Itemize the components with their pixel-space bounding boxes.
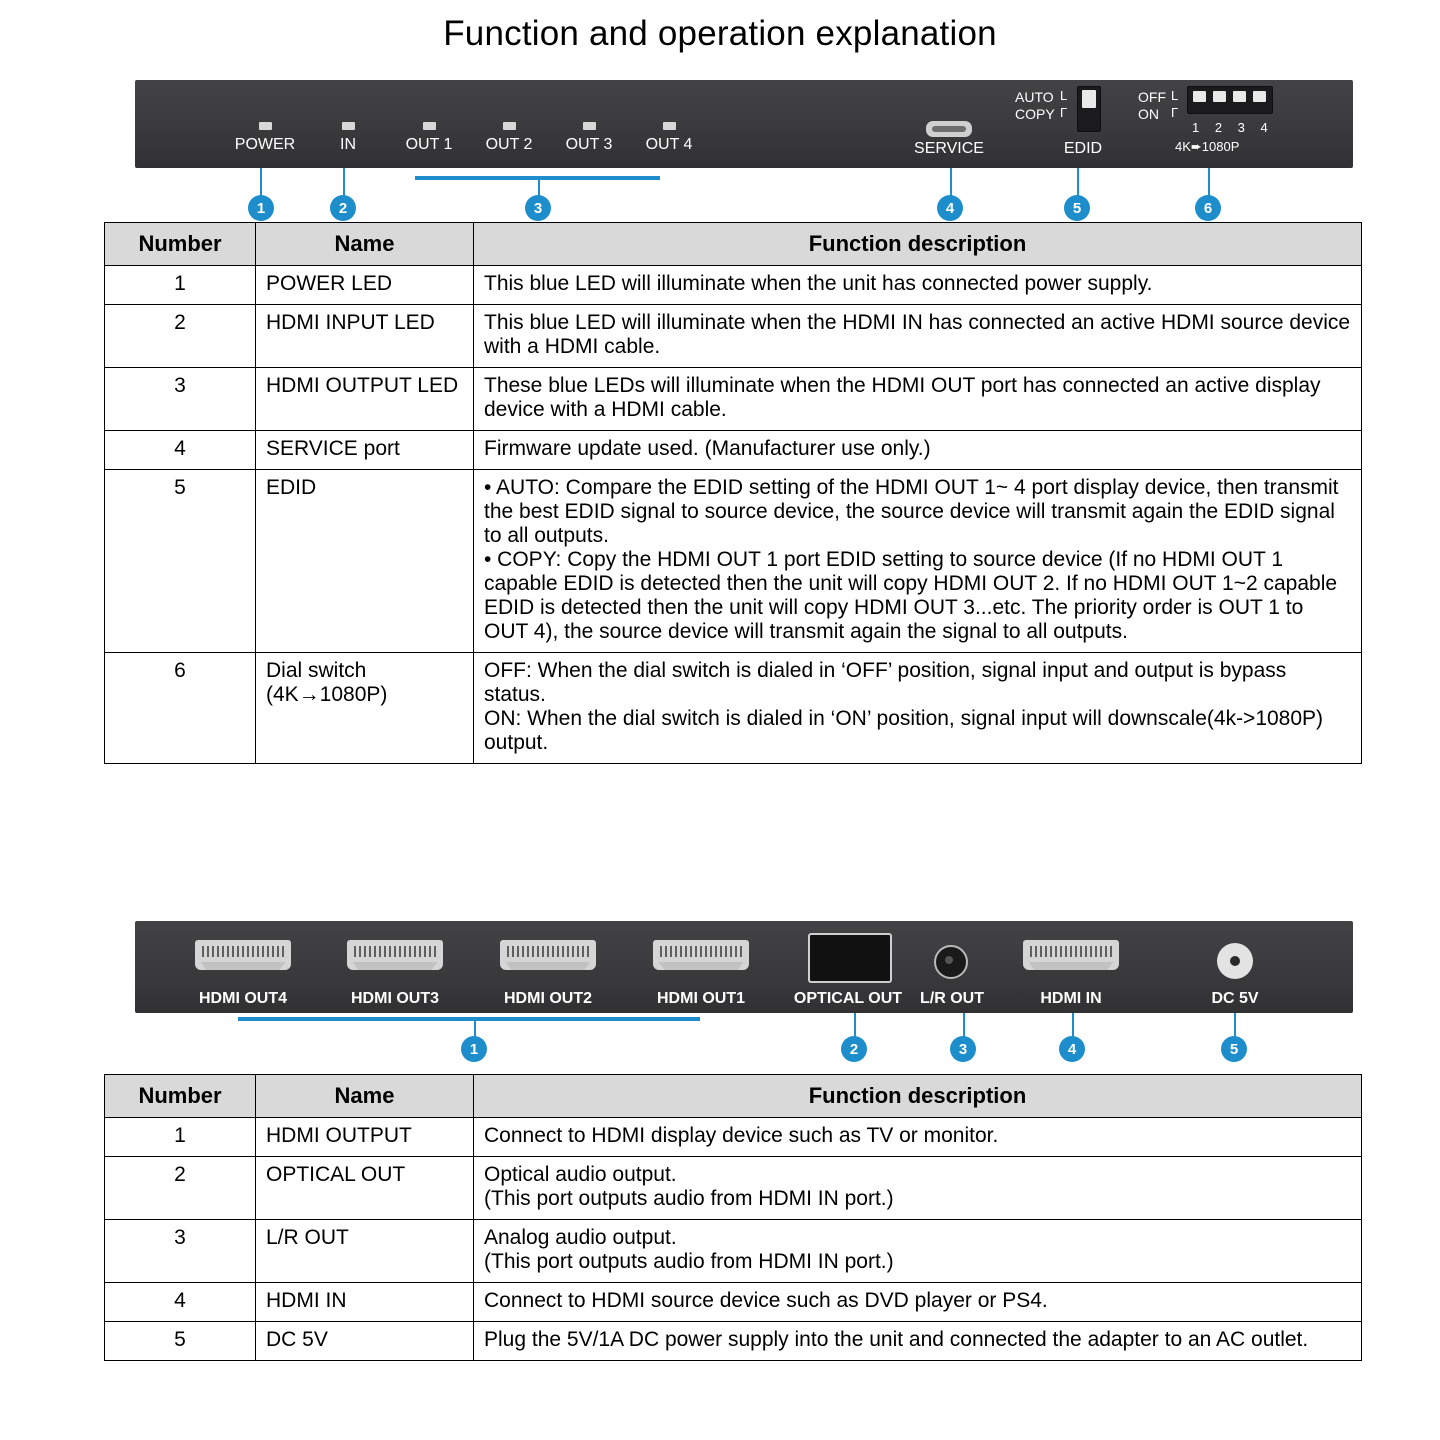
cell-description: [474, 266, 1362, 305]
desc-line: • AUTO: Compare the EDID setting of the HDMI OUT 1~ 4 port display device, then transmit the best EDID signal to source device, the source device will transmit again the EDID signal to all outputs.: [484, 476, 1339, 547]
col-header-number: Number: [105, 223, 256, 266]
led-out4-indicator: [663, 122, 676, 130]
port-label-optical-out: OPTICAL OUT: [793, 990, 903, 1007]
table-row: [105, 1283, 1362, 1322]
led-out2-indicator: [503, 122, 516, 130]
hdmi-out4-port: [195, 940, 291, 970]
callout-back-3: 3: [950, 1036, 976, 1062]
callout-front-6: 6: [1195, 195, 1221, 221]
dial-label-off: OFF: [1138, 89, 1166, 105]
callout-front-3: 3: [525, 195, 551, 221]
callout-front-4: 4: [937, 195, 963, 221]
edid-toggle-switch[interactable]: [1077, 86, 1101, 132]
dial-mark-on: Γ: [1171, 105, 1179, 120]
cell-description: [474, 653, 1362, 764]
edid-mark-top: L: [1060, 88, 1068, 103]
dial-mark-off: L: [1171, 88, 1179, 103]
led-label-in: IN: [340, 136, 356, 153]
cell-name: EDID: [256, 470, 474, 653]
cell-name: HDMI OUTPUT LED: [256, 368, 474, 431]
cell-number: 6: [105, 653, 256, 764]
col-header-description: Function description: [474, 1075, 1362, 1118]
desc-line: Connect to HDMI display device such as TV or monitor.: [484, 1124, 999, 1147]
cell-description: [474, 431, 1362, 470]
led-label-out4: OUT 4: [645, 136, 693, 153]
dip-switch-1[interactable]: [1193, 91, 1206, 102]
hdmi-out1-port: [653, 940, 749, 970]
cell-number: 5: [105, 470, 256, 653]
desc-line: Connect to HDMI source device such as DVD player or PS4.: [484, 1289, 1048, 1312]
callout-lead-4: [950, 168, 952, 198]
callout-lead-6: [1208, 168, 1210, 198]
hdmi-in-port: [1023, 940, 1119, 970]
port-label-dc-5v: DC 5V: [1211, 990, 1259, 1007]
control-label-edid: EDID: [1063, 140, 1103, 157]
table-row: [105, 1220, 1362, 1283]
cell-name: HDMI OUTPUT: [256, 1118, 474, 1157]
cell-number: 2: [105, 1157, 256, 1220]
cell-name: HDMI INPUT LED: [256, 305, 474, 368]
callout-back-2: 2: [841, 1036, 867, 1062]
table-row: [105, 368, 1362, 431]
port-label-hdmi-out4: HDMI OUT4: [199, 990, 287, 1007]
led-power-indicator: [259, 122, 272, 130]
service-usb-port: [926, 121, 972, 137]
desc-line: This blue LED will illuminate when the HDMI IN has connected an active HDMI source device with a HDMI cable.: [484, 311, 1351, 358]
cell-description: [474, 1322, 1362, 1361]
desc-line: ON: When the dial switch is dialed in ‘ON’ position, signal input will downscale(4k->1080P) output.: [484, 707, 1324, 754]
cell-number: 1: [105, 1118, 256, 1157]
desc-line: • COPY: Copy the HDMI OUT 1 port EDID setting to source device (If no HDMI OUT 1 capable EDID is detected then the unit will copy HDMI OUT 2. If no HDMI OUT 1~2 capable EDID is detected then the unit will copy HDMI OUT 3...etc. The priority order is OUT 1 to OUT 4), the source device will transmit again the signal to all outputs.: [484, 548, 1338, 643]
cell-name: SERVICE port: [256, 431, 474, 470]
dip-switch-3[interactable]: [1233, 91, 1246, 102]
led-label-out3: OUT 3: [565, 136, 613, 153]
led-label-power: POWER: [234, 136, 296, 153]
cell-description: [474, 305, 1362, 368]
cell-number: 1: [105, 266, 256, 305]
desc-line: These blue LEDs will illuminate when the HDMI OUT port has connected an active display device with a HDMI cable.: [484, 374, 1321, 421]
led-out1-indicator: [423, 122, 436, 130]
hdmi-out2-port: [500, 940, 596, 970]
desc-line: Analog audio output.: [484, 1226, 677, 1249]
table-row: [105, 653, 1362, 764]
lr-out-jack: [934, 945, 968, 979]
cell-name: DC 5V: [256, 1322, 474, 1361]
table-row: [105, 1118, 1362, 1157]
callout-lead-5: [1077, 168, 1079, 198]
port-label-hdmi-in: HDMI IN: [1040, 990, 1102, 1007]
edid-mark-bottom: Γ: [1060, 105, 1068, 120]
callout-front-1: 1: [248, 195, 274, 221]
table-row: [105, 266, 1362, 305]
port-label-service: SERVICE: [914, 140, 984, 157]
cell-name: POWER LED: [256, 266, 474, 305]
table-header-row: [105, 1075, 1362, 1118]
cell-description: [474, 1220, 1362, 1283]
optical-out-port: [808, 933, 892, 983]
desc-line: (This port outputs audio from HDMI IN port.): [484, 1187, 894, 1210]
cell-description: [474, 470, 1362, 653]
cell-description: [474, 1283, 1362, 1322]
cell-name: OPTICAL OUT: [256, 1157, 474, 1220]
table-row: [105, 305, 1362, 368]
dip-switch-numbers: 1 2 3 4: [1192, 120, 1274, 135]
cell-description: [474, 1118, 1362, 1157]
cell-name: HDMI IN: [256, 1283, 474, 1322]
table-row: [105, 470, 1362, 653]
hdmi-out3-port: [347, 940, 443, 970]
callout-back-4: 4: [1059, 1036, 1085, 1062]
led-in-indicator: [342, 122, 355, 130]
front-panel-function-table: [104, 222, 1362, 764]
callout-lead-1: [260, 168, 262, 198]
callout-brace-back-1: [238, 1017, 700, 1021]
table-row: [105, 1322, 1362, 1361]
col-header-number: Number: [105, 1075, 256, 1118]
desc-line: Firmware update used. (Manufacturer use only.): [484, 437, 931, 460]
edid-option-auto: AUTO: [1015, 89, 1054, 105]
cell-number: 5: [105, 1322, 256, 1361]
edid-switch-knob: [1082, 90, 1096, 108]
cell-description: [474, 368, 1362, 431]
desc-line: Plug the 5V/1A DC power supply into the unit and connected the adapter to an AC outlet.: [484, 1328, 1309, 1351]
led-label-out2: OUT 2: [485, 136, 533, 153]
cell-number: 3: [105, 1220, 256, 1283]
cell-number: 3: [105, 368, 256, 431]
cell-number: 4: [105, 431, 256, 470]
dip-switch-4[interactable]: [1253, 91, 1266, 102]
dip-switch-caption: 4K➨1080P: [1175, 139, 1240, 154]
port-label-lr-out: L/R OUT: [920, 990, 984, 1007]
cell-name: Dial switch (4K→1080P): [256, 653, 474, 764]
callout-front-5: 5: [1064, 195, 1090, 221]
table-row: [105, 1157, 1362, 1220]
table-row: [105, 431, 1362, 470]
callout-front-2: 2: [330, 195, 356, 221]
desc-line: (This port outputs audio from HDMI IN port.): [484, 1250, 894, 1273]
cell-name: L/R OUT: [256, 1220, 474, 1283]
cell-description: [474, 1157, 1362, 1220]
cell-number: 2: [105, 305, 256, 368]
col-header-name: Name: [256, 1075, 474, 1118]
dip-switch-2[interactable]: [1213, 91, 1226, 102]
led-label-out1: OUT 1: [405, 136, 453, 153]
dc-5v-jack: [1217, 943, 1253, 979]
port-label-hdmi-out1: HDMI OUT1: [657, 990, 745, 1007]
led-out3-indicator: [583, 122, 596, 130]
port-label-hdmi-out2: HDMI OUT2: [504, 990, 592, 1007]
front-panel-image: [135, 80, 1353, 168]
desc-line: This blue LED will illuminate when the unit has connected power supply.: [484, 272, 1153, 295]
cell-number: 4: [105, 1283, 256, 1322]
back-panel-image: [135, 921, 1353, 1013]
page-title: Function and operation explanation: [443, 14, 997, 53]
col-header-description: Function description: [474, 223, 1362, 266]
desc-line: OFF: When the dial switch is dialed in ‘OFF’ position, signal input and output is bypass status.: [484, 659, 1287, 706]
edid-option-copy: COPY: [1015, 106, 1055, 122]
callout-lead-2: [343, 168, 345, 198]
col-header-name: Name: [256, 223, 474, 266]
desc-line: Optical audio output.: [484, 1163, 677, 1186]
dip-switch-block[interactable]: [1187, 86, 1273, 114]
back-panel-function-table: [104, 1074, 1362, 1361]
table-header-row: [105, 223, 1362, 266]
port-label-hdmi-out3: HDMI OUT3: [351, 990, 439, 1007]
callout-back-1: 1: [461, 1036, 487, 1062]
dial-label-on: ON: [1138, 106, 1159, 122]
callout-back-5: 5: [1221, 1036, 1247, 1062]
